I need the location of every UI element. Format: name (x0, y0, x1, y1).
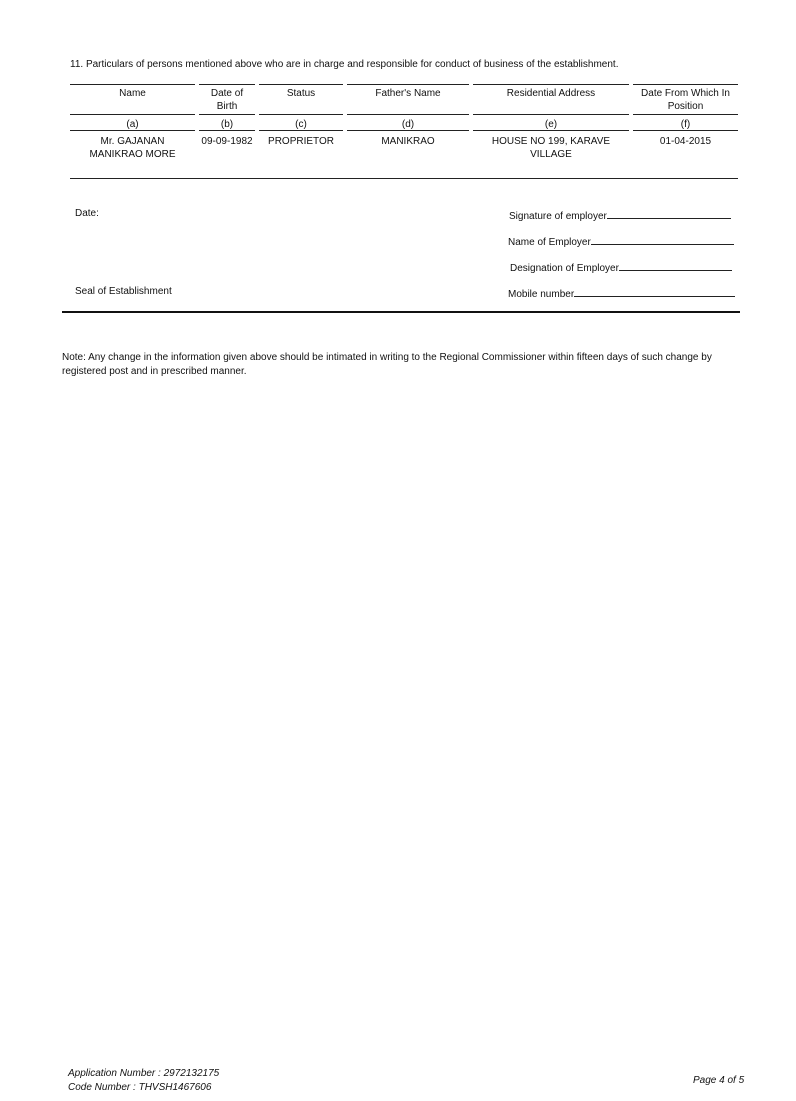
letter-top-line (473, 114, 629, 115)
letter-b: (b) (220, 119, 234, 130)
section-heading: 11. Particulars of persons mentioned above who are in charge and responsible for conduct of business of the establishment. (70, 59, 619, 70)
cell-name: Mr. GAJANAN MANIKRAO MORE (89, 136, 176, 160)
section-divider (62, 311, 740, 313)
letter-bottom-line (633, 130, 738, 131)
letter-top-line (259, 114, 343, 115)
footer-identifiers (68, 1067, 219, 1095)
header-top-line (347, 84, 469, 85)
cell-father: MANIKRAO (381, 136, 435, 147)
cell-date-from: 01-04-2015 (659, 136, 712, 147)
header-top-line (259, 84, 343, 85)
application-number: Application Number : 2972132175 (68, 1068, 220, 1079)
signature-label: Signature of employer (509, 211, 607, 222)
signature-underline (607, 208, 731, 219)
mobile-field (508, 286, 735, 300)
seal-label: Seal of Establishment (75, 286, 172, 297)
mobile-underline (574, 286, 735, 297)
cell-dob: 09-09-1982 (201, 136, 253, 147)
header-name: Name (119, 88, 146, 99)
letter-f: (f) (680, 119, 691, 130)
header-dob: Date of Birth (210, 88, 244, 112)
header-top-line (199, 84, 255, 85)
designation-label: Designation of Employer (510, 263, 619, 274)
code-number: Code Number : THVSH1467606 (68, 1082, 212, 1093)
employer-name-label: Name of Employer (508, 237, 591, 248)
letter-e: (e) (544, 119, 558, 130)
letter-bottom-line (259, 130, 343, 131)
table-bottom-line (70, 178, 738, 179)
letter-a: (a) (126, 119, 139, 130)
designation-underline (619, 260, 732, 271)
signature-field (509, 208, 731, 222)
letter-top-line (633, 114, 738, 115)
header-date-from: Date From Which In Position (641, 88, 730, 112)
header-status: Status (286, 88, 316, 99)
employer-name-field (508, 234, 734, 248)
letter-top-line (199, 114, 255, 115)
date-label: Date: (75, 208, 99, 219)
header-address: Residential Address (506, 88, 596, 99)
employer-name-underline (591, 234, 734, 245)
header-top-line (473, 84, 629, 85)
letter-bottom-line (473, 130, 629, 131)
header-father: Father's Name (375, 88, 441, 99)
cell-status: PROPRIETOR (268, 136, 334, 147)
letter-c: (c) (295, 119, 307, 130)
letter-bottom-line (347, 130, 469, 131)
note-text: Note: Any change in the information given above should be intimated in writing to the Regional Commissioner within fifteen days of such change by registered post and in prescribed manner. (62, 352, 712, 377)
letter-bottom-line (70, 130, 195, 131)
header-top-line (633, 84, 738, 85)
page-number: Page 4 of 5 (693, 1075, 745, 1086)
letter-top-line (347, 114, 469, 115)
letter-d: (d) (401, 119, 415, 130)
designation-field (510, 260, 732, 274)
mobile-label: Mobile number (508, 289, 575, 300)
cell-address: HOUSE NO 199, KARAVE VILLAGE (491, 136, 611, 160)
header-top-line (70, 84, 195, 85)
letter-bottom-line (199, 130, 255, 131)
letter-top-line (70, 114, 195, 115)
